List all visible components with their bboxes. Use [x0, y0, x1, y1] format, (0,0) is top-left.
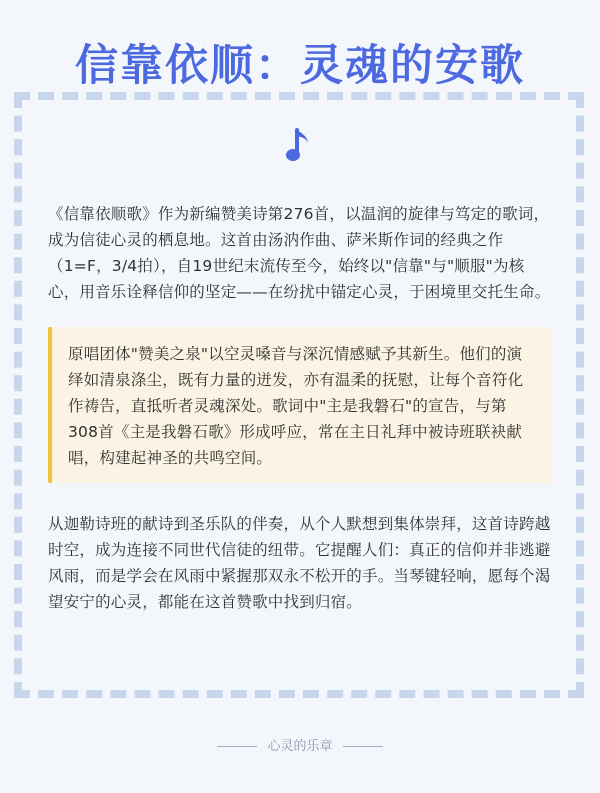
footer-left-line: [217, 746, 257, 747]
closing-paragraph: 从迦勒诗班的献诗到圣乐队的伴奏，从个人默想到集体崇拜，这首诗跨越时空，成为连接不同世代信徒的纽带。它提醒人们：真正的信仰并非逃避风雨，而是学会在风雨中紧握那双永不松开的手。当琴键轻响，愿每个渴望安宁的心灵，都能在这首赞歌中找到归宿。: [48, 515, 551, 611]
footer-right-line: [343, 746, 383, 747]
footer-text: 心灵的乐章: [267, 739, 333, 754]
intro-paragraph: 《信靠依顺歌》作为新编赞美诗第276首，以温润的旋律与笃定的歌词，成为信徒心灵的栖息地。这首由汤汭作曲、萨米斯作词的经典之作（1=F，3/4拍），自19世纪末流传至今，始终以"信靠"与"顺服"为核心，用音乐诠释信仰的坚定——在纷扰中锚定心灵，于困境里交托生命。: [48, 205, 551, 301]
article-card: [14, 0, 586, 793]
page-title: 信靠依顺：灵魂的安歌: [75, 41, 525, 91]
music-note-icon: [14, 118, 586, 173]
quote-block: 原唱团体"赞美之泉"以空灵嗓音与深沉情感赋予其新生。他们的演绎如清泉涤尘，既有力量的迸发，亦有温柔的抚慰，让每个音符化作祷告，直抵听者灵魂深处。歌词中"主是我磐石"的宣告，与第308首《主是我磐石歌》形成呼应，常在主日礼拜中被诗班联袂献唱，构建起神圣的共鸣空间。: [48, 327, 552, 483]
footer: [14, 735, 586, 754]
